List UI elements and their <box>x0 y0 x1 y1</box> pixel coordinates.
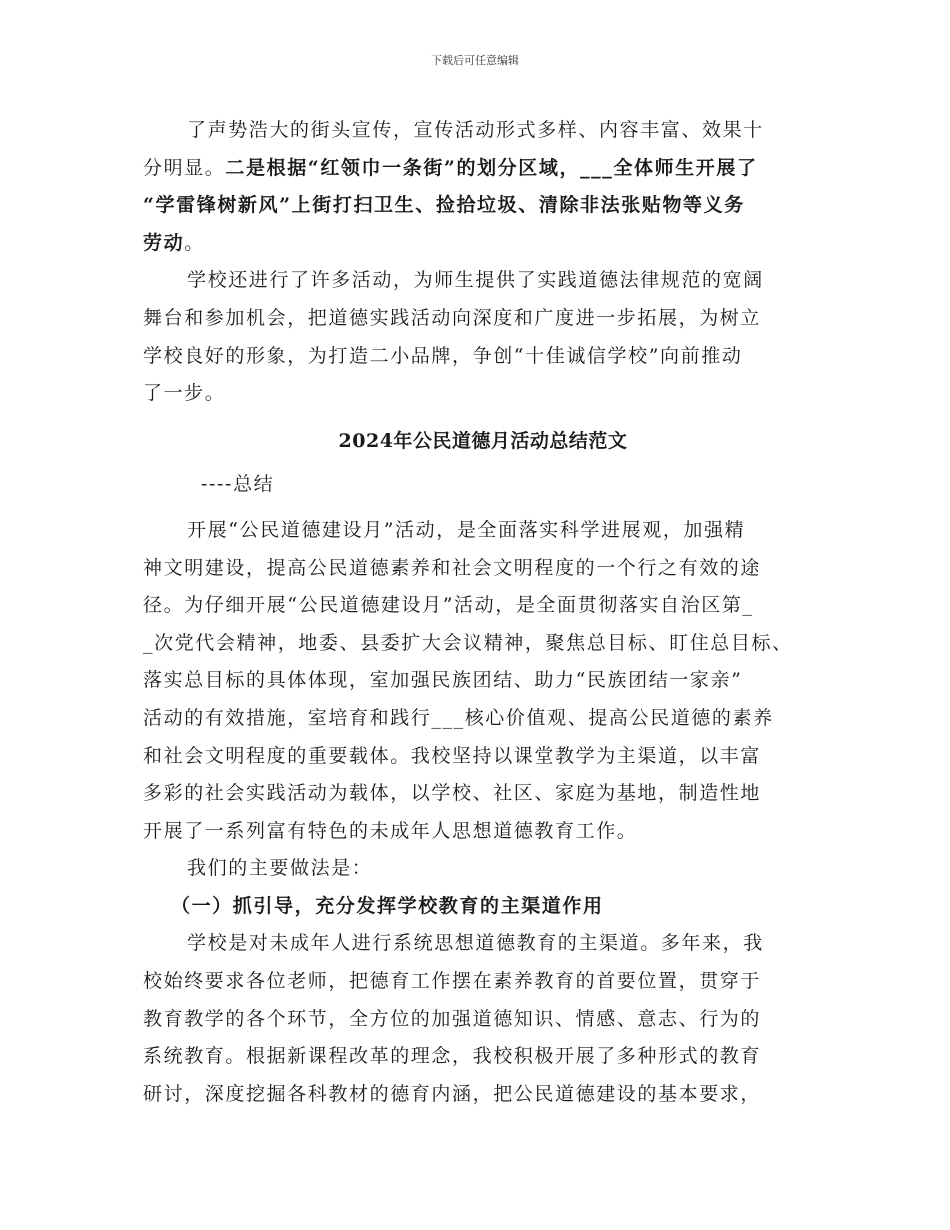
page-header: 下载后可任意编辑 <box>431 54 519 67</box>
paragraph-line: 舞台和参加机会，把道德实践活动向深度和广度进一步拓展，为树立 <box>143 306 762 329</box>
paragraph-4: 我们的主要做法是： <box>187 857 373 880</box>
section-heading: （一）抓引导，充分发挥学校教育的主渠道作用 <box>171 894 604 917</box>
paragraph-line: 学校良好的形象，为打造二小品牌，争创“十佳诚信学校”向前推动 <box>143 344 743 367</box>
document-body <box>143 112 823 1113</box>
paragraph-line: 学校还进行了许多活动，为师生提供了实践道德法律规范的宽阔 <box>187 269 764 292</box>
text-run: 分明显。 <box>143 156 226 179</box>
paragraph-line <box>143 150 823 188</box>
paragraph-line: 校始终要求各位老师，把德育工作摆在素养教育的首要位置，贯穿于 <box>143 970 762 993</box>
paragraph-line: “学雷锋树新风”上街打扫卫生、捡拾垃圾、清除非法张贴物等义务 <box>143 194 745 217</box>
paragraph-line: 了声势浩大的街头宣传，宣传活动形式多样、内容丰富、效果十 <box>187 119 764 141</box>
paragraph-line: 了一步。 <box>143 382 226 405</box>
document-subtitle: ----总结 <box>201 473 275 496</box>
paragraph-line: 开展“公民道德建设月”活动，是全面落实科学进展观，加强精 <box>187 518 746 541</box>
paragraph-line: 系统教育。根据新课程改革的理念，我校积极开展了多种形式的教育 <box>143 1045 762 1068</box>
paragraph-line: 学校是对未成年人进行系统思想道德教育的主渠道。多年来，我 <box>187 932 764 955</box>
paragraph-line: 多彩的社会实践活动为载体，以学校、社区、家庭为基地，制造性地 <box>143 782 762 805</box>
paragraph-3 <box>143 512 823 850</box>
bold-text-run: 劳动 <box>143 231 185 254</box>
bold-text-run: 二是根据“红领巾一条街”的划分区域，___全体师生开展了 <box>225 156 758 179</box>
paragraph-line: 和社会文明程度的重要载体。我校坚持以课堂教学为主渠道，以丰富 <box>143 744 762 767</box>
paragraph-2 <box>143 262 823 412</box>
paragraph-line: 研讨，深度挖掘各科教材的德育内涵，把公民道德建设的基本要求， <box>143 1082 762 1105</box>
paragraph-line: 径。为仔细开展“公民道德建设月”活动，是全面贯彻落实自治区第_ <box>143 594 754 617</box>
document-title: 2024年公民道德月活动总结范文 <box>338 429 628 452</box>
paragraph-5 <box>143 925 823 1113</box>
paragraph-line: _次党代会精神，地委、县委扩大会议精神，聚焦总目标、盯住总目标、 <box>143 631 793 654</box>
paragraph-line: 神文明建设，提高公民道德素养和社会文明程度的一个行之有效的途 <box>143 556 762 579</box>
paragraph-line <box>143 225 823 263</box>
paragraph-1 <box>143 112 823 262</box>
text-run: 。 <box>184 231 205 254</box>
paragraph-line: 落实总目标的具体体现，室加强民族团结、助力“民族团结一家亲” <box>143 669 743 692</box>
paragraph-line: 开展了一系列富有特色的未成年人思想道德教育工作。 <box>143 819 638 842</box>
paragraph-line: 教育教学的各个环节，全方位的加强道德知识、情感、意志、行为的 <box>143 1007 762 1030</box>
paragraph-line: 活动的有效措施，室培育和践行___核心价值观、提高公民道德的素养 <box>143 706 774 729</box>
